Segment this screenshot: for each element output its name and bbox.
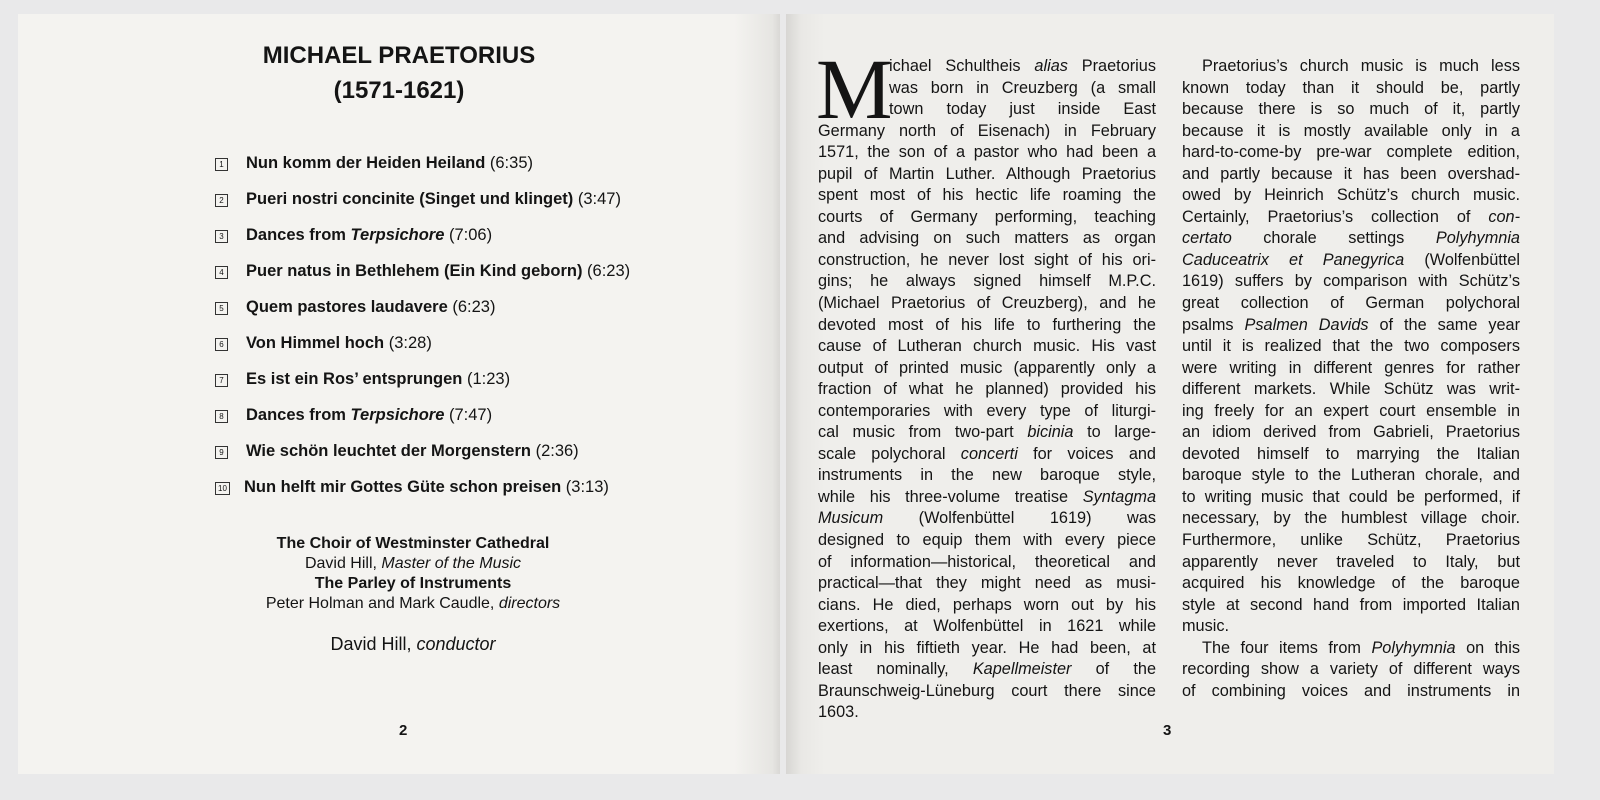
text-line [818, 444, 1156, 466]
text-segment: were writing in different genres for rather [1182, 358, 1520, 377]
track-number: 9 [215, 446, 228, 459]
text-segment: ing freely for an expert court ensemble in [1182, 401, 1520, 420]
text-segment: Puer natus in Bethlehem (Ein Kind geborn) [246, 262, 583, 280]
track-item [215, 406, 492, 425]
master-name: David Hill, [304, 555, 382, 572]
track-number: 6 [215, 338, 228, 351]
text-segment: fraction of what he planned) provided his [818, 380, 1156, 399]
text-line [1182, 465, 1520, 487]
text-segment: (Wolfenbüttel 1619) was [883, 509, 1156, 528]
text-line [1182, 508, 1520, 530]
text-line [818, 336, 1156, 358]
text-line [1182, 487, 1520, 509]
track-duration: (3:13) [561, 478, 609, 496]
text-line [1182, 228, 1520, 250]
text-line [818, 487, 1156, 509]
text-segment: cians. He died, perhaps worn out by his [818, 595, 1156, 614]
track-title [246, 262, 582, 280]
track-number: 3 [215, 230, 228, 243]
track-title [246, 406, 444, 424]
text-segment: on this [1455, 638, 1520, 657]
text-line [818, 702, 1156, 724]
page-number: 2 [399, 722, 408, 739]
text-segment: Furthermore, unlike Schütz, Praetorius [1182, 531, 1520, 550]
text-segment: known today than it should be, partly [1182, 78, 1520, 97]
composer-dates: (1571-1621) [333, 77, 465, 104]
composer-name: MICHAEL PRAETORIUS [262, 42, 536, 69]
right-page [786, 14, 1554, 774]
track-item [215, 370, 510, 389]
text-segment: courts of Germany performing, teaching [818, 207, 1156, 226]
track-duration: (6:23) [582, 262, 631, 280]
text-line [1182, 121, 1520, 143]
text-line [1182, 659, 1520, 681]
text-segment: Nun komm der Heiden Heiland [246, 154, 486, 172]
ensemble-name: The Parley of Instruments [314, 575, 512, 592]
track-duration: (7:47) [444, 406, 493, 424]
text-line [1182, 271, 1520, 293]
text-segment: while his three-volume treatise [818, 487, 1083, 506]
track-item [215, 442, 579, 461]
text-segment: different markets. While Schütz was writ- [1182, 380, 1520, 399]
text-line [818, 379, 1156, 401]
italic-text: concerti [960, 444, 1018, 463]
text-line [1182, 315, 1520, 337]
text-segment: Certainly, Praetorius’s collection of [1182, 207, 1489, 226]
text-segment: acquired his knowledge of the baroque [1182, 574, 1520, 593]
text-segment: Praetorius [1067, 57, 1156, 75]
text-segment: of combining voices and instruments in [1182, 681, 1520, 700]
track-title [246, 298, 448, 316]
text-segment: baroque style to the Lutheran chorale, and [1182, 466, 1520, 485]
drop-cap: M [816, 41, 893, 137]
text-line [818, 250, 1156, 272]
track-number: 5 [215, 302, 228, 315]
track-duration: (2:36) [530, 442, 579, 460]
left-page [18, 14, 780, 774]
track-duration: (7:06) [444, 226, 493, 244]
text-segment: Pueri nostri concinite (Singet und klinget) [246, 190, 574, 208]
track-title [246, 226, 444, 244]
text-segment: was born in Creuzberg (a small [889, 78, 1156, 97]
text-segment: instruments in the new baroque style, [818, 466, 1156, 485]
conductor-name: David Hill, [330, 634, 417, 654]
text-segment: 1603. [818, 703, 859, 722]
track-item [215, 154, 533, 173]
text-line [1182, 595, 1520, 617]
conductor [68, 634, 758, 655]
text-segment: psalms [1182, 315, 1245, 334]
text-segment: only in his fiftieth year. He had been, at [818, 638, 1156, 657]
text-segment: exertions, at Wolfenbüttel in 1621 while [818, 617, 1156, 636]
track-duration: (6:23) [447, 298, 496, 316]
text-line [818, 638, 1156, 660]
text-segment: pupil of Martin Luther. Although Praetorius [818, 164, 1156, 183]
italic-text: Kapellmeister [972, 660, 1072, 679]
text-line [1182, 573, 1520, 595]
text-line [818, 422, 1156, 444]
text-line [1182, 336, 1520, 358]
track-number: 1 [215, 158, 228, 171]
italic-text: Polyhymnia [1435, 229, 1520, 248]
track-duration: (1:23) [462, 370, 511, 388]
text-segment: Es ist ein Ros’ entsprungen [246, 370, 463, 388]
directors-role: directors [498, 595, 561, 612]
text-segment: because it is mostly available only in a [1182, 121, 1520, 140]
text-column-1 [816, 41, 1156, 724]
text-line [1182, 401, 1520, 423]
text-line [1182, 444, 1520, 466]
text-segment: necessary, by the humblest village choir. [1182, 509, 1520, 528]
text-line [818, 358, 1156, 380]
italic-text: Caduceatrix et Panegyrica [1182, 250, 1405, 269]
text-line [1182, 56, 1520, 78]
text-segment: devoted most of his life to furthering the [818, 315, 1156, 334]
text-line [818, 508, 1156, 530]
text-segment: devoted himself to marrying the Italian [1182, 444, 1520, 463]
text-line [1182, 379, 1520, 401]
text-line [1182, 78, 1520, 100]
text-segment: until it is realized that the two composers [1182, 337, 1520, 356]
track-title [244, 478, 561, 496]
text-line [818, 142, 1156, 164]
text-line [1182, 207, 1520, 229]
text-segment: music. [1182, 617, 1230, 636]
text-line [818, 293, 1156, 315]
text-segment: of the same year [1368, 315, 1520, 334]
italic-text: Musicum [818, 509, 884, 528]
text-segment: Braunschweig-Lüneburg court there since [818, 681, 1156, 700]
text-segment: to large- [1073, 423, 1156, 442]
track-duration: (6:35) [485, 154, 533, 172]
text-segment: 1619) suffers by comparison with Schütz’s [1182, 272, 1520, 291]
track-title [246, 370, 462, 388]
text-segment: of information—historical, theoretical and [818, 552, 1156, 571]
text-line [1182, 142, 1520, 164]
text-segment: scale polychoral [818, 444, 961, 463]
text-column-2 [1182, 56, 1520, 702]
text-line [1182, 530, 1520, 552]
text-segment: (Wolfenbüttel [1404, 250, 1520, 269]
text-segment: and partly because it has been overshad- [1182, 164, 1520, 183]
text-segment: to writing music that could be performed, if [1182, 487, 1520, 506]
text-line [818, 616, 1156, 638]
text-line [818, 185, 1156, 207]
text-line [1182, 293, 1520, 315]
text-segment: Quem pastores laudavere [246, 298, 448, 316]
text-segment: recording show a variety of different ways [1182, 660, 1520, 679]
text-segment: for voices and [1017, 444, 1156, 463]
text-segment: Germany north of Eisenach) in February [818, 121, 1156, 140]
text-segment: Wie schön leuchtet der Morgenstern [246, 442, 531, 460]
text-segment: chorale settings [1231, 229, 1436, 248]
track-item [215, 190, 621, 209]
text-line [1182, 681, 1520, 703]
text-line [818, 659, 1156, 681]
text-line [818, 681, 1156, 703]
track-duration: (3:47) [573, 190, 621, 208]
text-line [818, 465, 1156, 487]
italic-text: Terpsichore [350, 226, 445, 244]
text-line [818, 271, 1156, 293]
master-role: Master of the Music [381, 555, 522, 572]
text-line [1182, 250, 1520, 272]
track-item [215, 226, 492, 245]
italic-text: certato [1182, 229, 1232, 248]
italic-text: Syntagma [1082, 487, 1156, 506]
track-title [246, 334, 384, 352]
text-segment: (Michael Praetorius of Creuzberg), and he [818, 294, 1156, 313]
text-segment: Praetorius’s church music is much less [1202, 57, 1520, 75]
track-item [215, 298, 495, 317]
text-line [1182, 638, 1520, 660]
text-segment: owed by Heinrich Schütz’s church music. [1182, 186, 1520, 205]
text-segment: of the [1071, 660, 1156, 679]
italic-text: bicinia [1027, 423, 1074, 442]
text-segment: great collection of German polychoral [1182, 294, 1520, 313]
text-segment: construction, he never lost sight of his ori- [818, 250, 1156, 269]
text-line [818, 401, 1156, 423]
text-segment: least nominally, [818, 660, 973, 679]
text-segment: because there is so much of it, partly [1182, 100, 1520, 119]
italic-text: con- [1488, 207, 1520, 226]
text-segment: 1571, the son of a pastor who had been a [818, 143, 1156, 162]
text-segment: The four items from [1202, 638, 1372, 657]
text-segment: Nun helft mir Gottes Güte schon preisen [244, 478, 562, 496]
track-title [246, 190, 573, 208]
text-line [818, 552, 1156, 574]
track-number: 7 [215, 374, 228, 387]
text-line [1182, 164, 1520, 186]
text-segment: Dances from [246, 226, 351, 244]
text-line [818, 530, 1156, 552]
text-line [1182, 616, 1520, 638]
text-line [818, 207, 1156, 229]
choir-name: The Choir of Westminster Cathedral [276, 535, 550, 552]
italic-text: Psalmen Davids [1244, 315, 1369, 334]
text-segment: gins; he always signed himself M.P.C. [818, 272, 1156, 291]
text-line [818, 315, 1156, 337]
master-of-music [68, 555, 758, 573]
text-segment: hard-to-come-by pre-war complete edition, [1182, 143, 1520, 162]
text-segment: ichael Schultheis [889, 57, 1035, 75]
track-item [215, 262, 630, 281]
text-segment: practical—that they might need as musi- [818, 574, 1156, 593]
italic-text: Terpsichore [350, 406, 445, 424]
track-item [215, 334, 432, 353]
text-line [1182, 99, 1520, 121]
text-segment: output of printed music (apparently only a [818, 358, 1156, 377]
text-segment: and advising on such matters as organ [818, 229, 1156, 248]
track-number: 2 [215, 194, 228, 207]
italic-text: alias [1034, 57, 1068, 75]
text-line [1182, 552, 1520, 574]
text-line [1182, 422, 1520, 444]
text-segment: Von Himmel hoch [246, 334, 385, 352]
text-segment: style at second hand from imported Italian [1182, 595, 1520, 614]
text-segment: cal music from two-part [818, 423, 1028, 442]
text-line [1182, 358, 1520, 380]
track-number: 8 [215, 410, 228, 423]
text-segment: spent most of his hectic life roaming the [818, 186, 1156, 205]
text-line [1182, 185, 1520, 207]
text-segment: apparently never traveled to Italy, but [1182, 552, 1520, 571]
conductor-role: conductor [416, 634, 496, 654]
text-line [818, 228, 1156, 250]
page-number: 3 [1163, 722, 1172, 739]
italic-text: Polyhymnia [1371, 638, 1456, 657]
track-number: 4 [215, 266, 228, 279]
track-duration: (3:28) [384, 334, 432, 352]
text-segment: town today just inside East [889, 100, 1156, 119]
directors [68, 595, 758, 613]
text-segment: designed to equip them with every piece [818, 531, 1156, 550]
track-item [215, 478, 609, 497]
text-segment: an idiom derived from Gabrieli, Praetorius [1182, 423, 1520, 442]
track-title [246, 442, 531, 460]
text-segment: cause of Lutheran church music. His vast [818, 337, 1156, 356]
text-line [818, 164, 1156, 186]
text-segment: contemporaries with every type of liturgi- [818, 401, 1156, 420]
text-line [818, 573, 1156, 595]
track-title [246, 154, 485, 172]
track-number: 10 [215, 482, 230, 495]
text-segment: Dances from [246, 406, 351, 424]
text-line [818, 595, 1156, 617]
directors-names: Peter Holman and Mark Caudle, [265, 595, 499, 612]
